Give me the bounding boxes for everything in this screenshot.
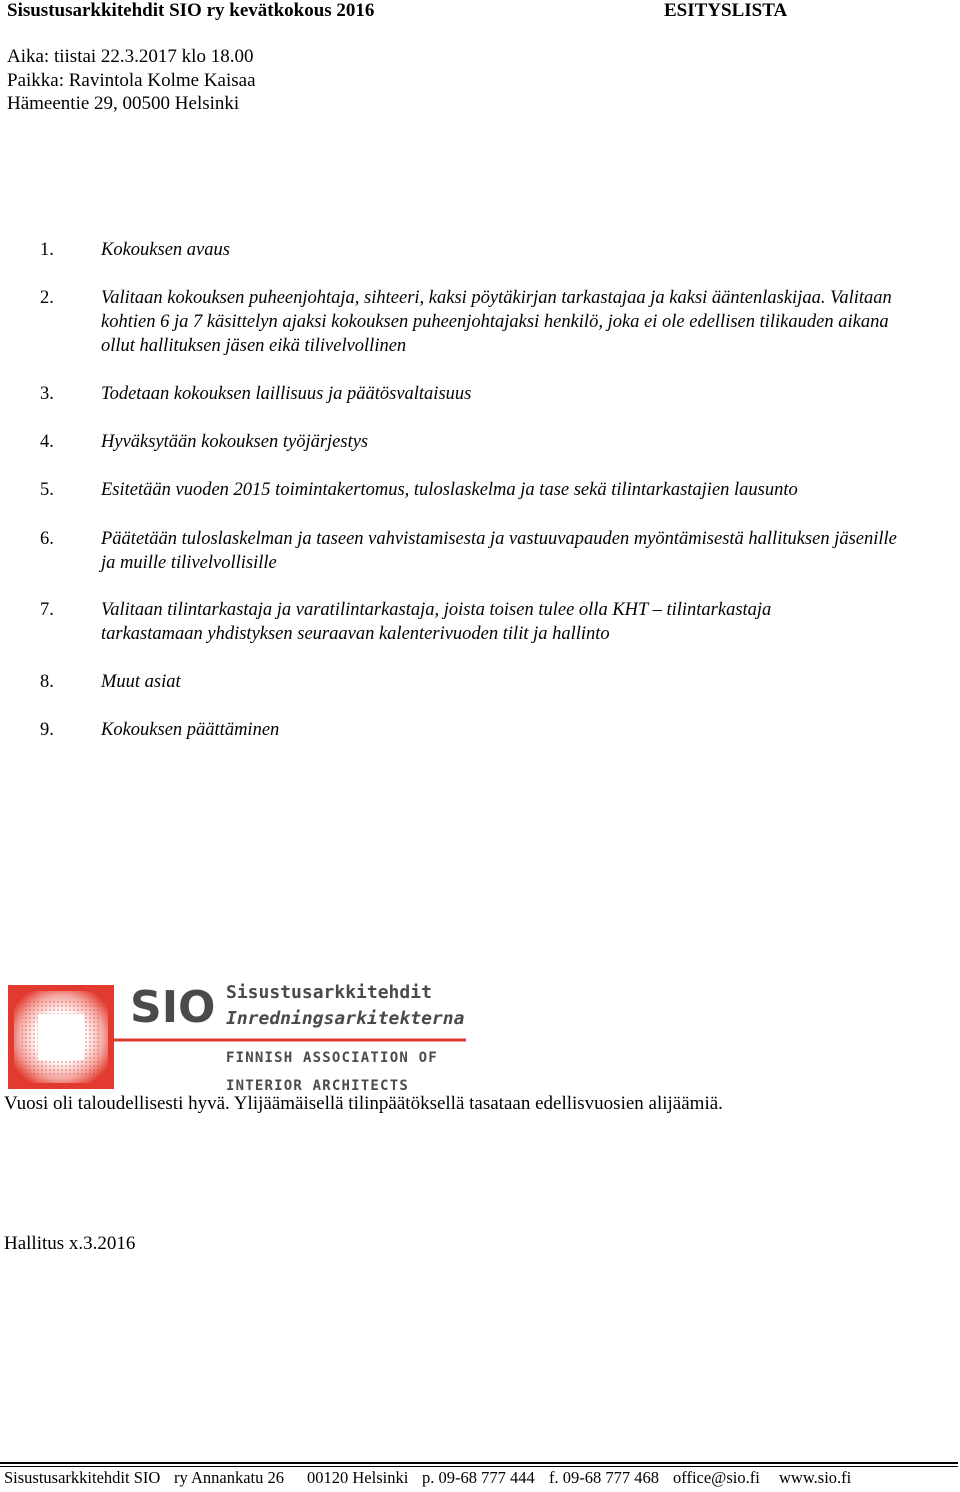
agenda-item-text: Esitetään vuoden 2015 toimintakertomus, tuloslaskelma ja tase sekä tilintarkastajien lausunto (101, 480, 798, 500)
agenda-item-text: Valitaan tilintarkastaja ja varatilintarkastaja, joista toisen tulee olla KHT – tilintarkastaja tarkastamaan yhdistyksen seuraavan kalenterivuoden tilit ja hallinto (101, 600, 772, 644)
sio-logo-graphic (8, 980, 478, 1092)
footer-email: office@sio.fi (673, 1468, 760, 1487)
agenda-item-number: 9. (40, 720, 54, 740)
agenda-item-number: 5. (40, 480, 54, 500)
footer-divider-thin (0, 1466, 958, 1467)
footer-postal: 00120 Helsinki (307, 1468, 409, 1487)
meeting-place: Paikka: Ravintola Kolme Kaisaa (7, 70, 256, 91)
agenda-item-text: Muut asiat (101, 672, 181, 692)
agenda-item-number: 2. (40, 288, 54, 308)
logo-mark-text: SIO (130, 982, 216, 1033)
agenda-item-number: 1. (40, 240, 54, 260)
footer-web: www.sio.fi (779, 1468, 852, 1487)
signature: Hallitus x.3.2016 (4, 1233, 136, 1254)
agenda-item-number: 4. (40, 432, 54, 452)
agenda-item-text: Kokouksen avaus (101, 240, 230, 260)
agenda-item-number: 7. (40, 600, 54, 620)
meeting-address: Hämeentie 29, 00500 Helsinki (7, 93, 240, 114)
agenda-item-text: Valitaan kokouksen puheenjohtaja, sihteeri, kaksi pöytäkirjan tarkastajaa ja kaksi ääntenlaskijaa. Valitaan kohtien 6 ja 7 käsittelyn ajaksi kokouksen puheenjohtajaksi henkilö, joka ei ole edellisen tilikauden aikana ollut hallituksen jäsen eikä tilivelvollinen (101, 288, 892, 356)
meeting-time: Aika: tiistai 22.3.2017 klo 18.00 (7, 46, 254, 67)
agenda-item-number: 8. (40, 672, 54, 692)
footer-address: ry Annankatu 26 (174, 1468, 284, 1487)
agenda-item-text: Päätetään tuloslaskelman ja taseen vahvistamisesta ja vastuuvapauden myöntämisestä hallituksen jäsenille ja muille tilivelvollisille (101, 529, 897, 573)
agenda-item-text: Hyväksytään kokouksen työjärjestys (101, 432, 369, 452)
footer-org: Sisustusarkkitehdit SIO (4, 1468, 161, 1487)
document-title: Sisustusarkkitehdit SIO ry kevätkokous 2016 (7, 0, 375, 21)
agenda-item-number: 6. (40, 529, 54, 549)
agenda-item-number: 3. (40, 384, 54, 404)
footer-phone: p. 09-68 777 444 (422, 1468, 535, 1487)
footer-divider (0, 1462, 958, 1464)
logo-name-en-1: FINNISH ASSOCIATION OF (226, 1050, 438, 1066)
document-type: ESITYSLISTA (664, 0, 788, 21)
logo-name-en-2: INTERIOR ARCHITECTS (226, 1078, 409, 1092)
logo-name-fi: Sisustusarkkitehdit (226, 982, 432, 1003)
sio-logo (8, 980, 478, 1092)
agenda-item-text: Todetaan kokouksen laillisuus ja päätösvaltaisuus (101, 384, 472, 404)
logo-name-sv: Inredningsarkitekterna (226, 1008, 465, 1029)
footer-fax: f. 09-68 777 468 (549, 1468, 659, 1487)
finance-note: Vuosi oli taloudellisesti hyvä. Ylijäämäisellä tilinpäätöksellä tasataan edellisvuosien alijäämiä. (4, 1093, 723, 1114)
agenda-item-text: Kokouksen päättäminen (101, 720, 280, 740)
